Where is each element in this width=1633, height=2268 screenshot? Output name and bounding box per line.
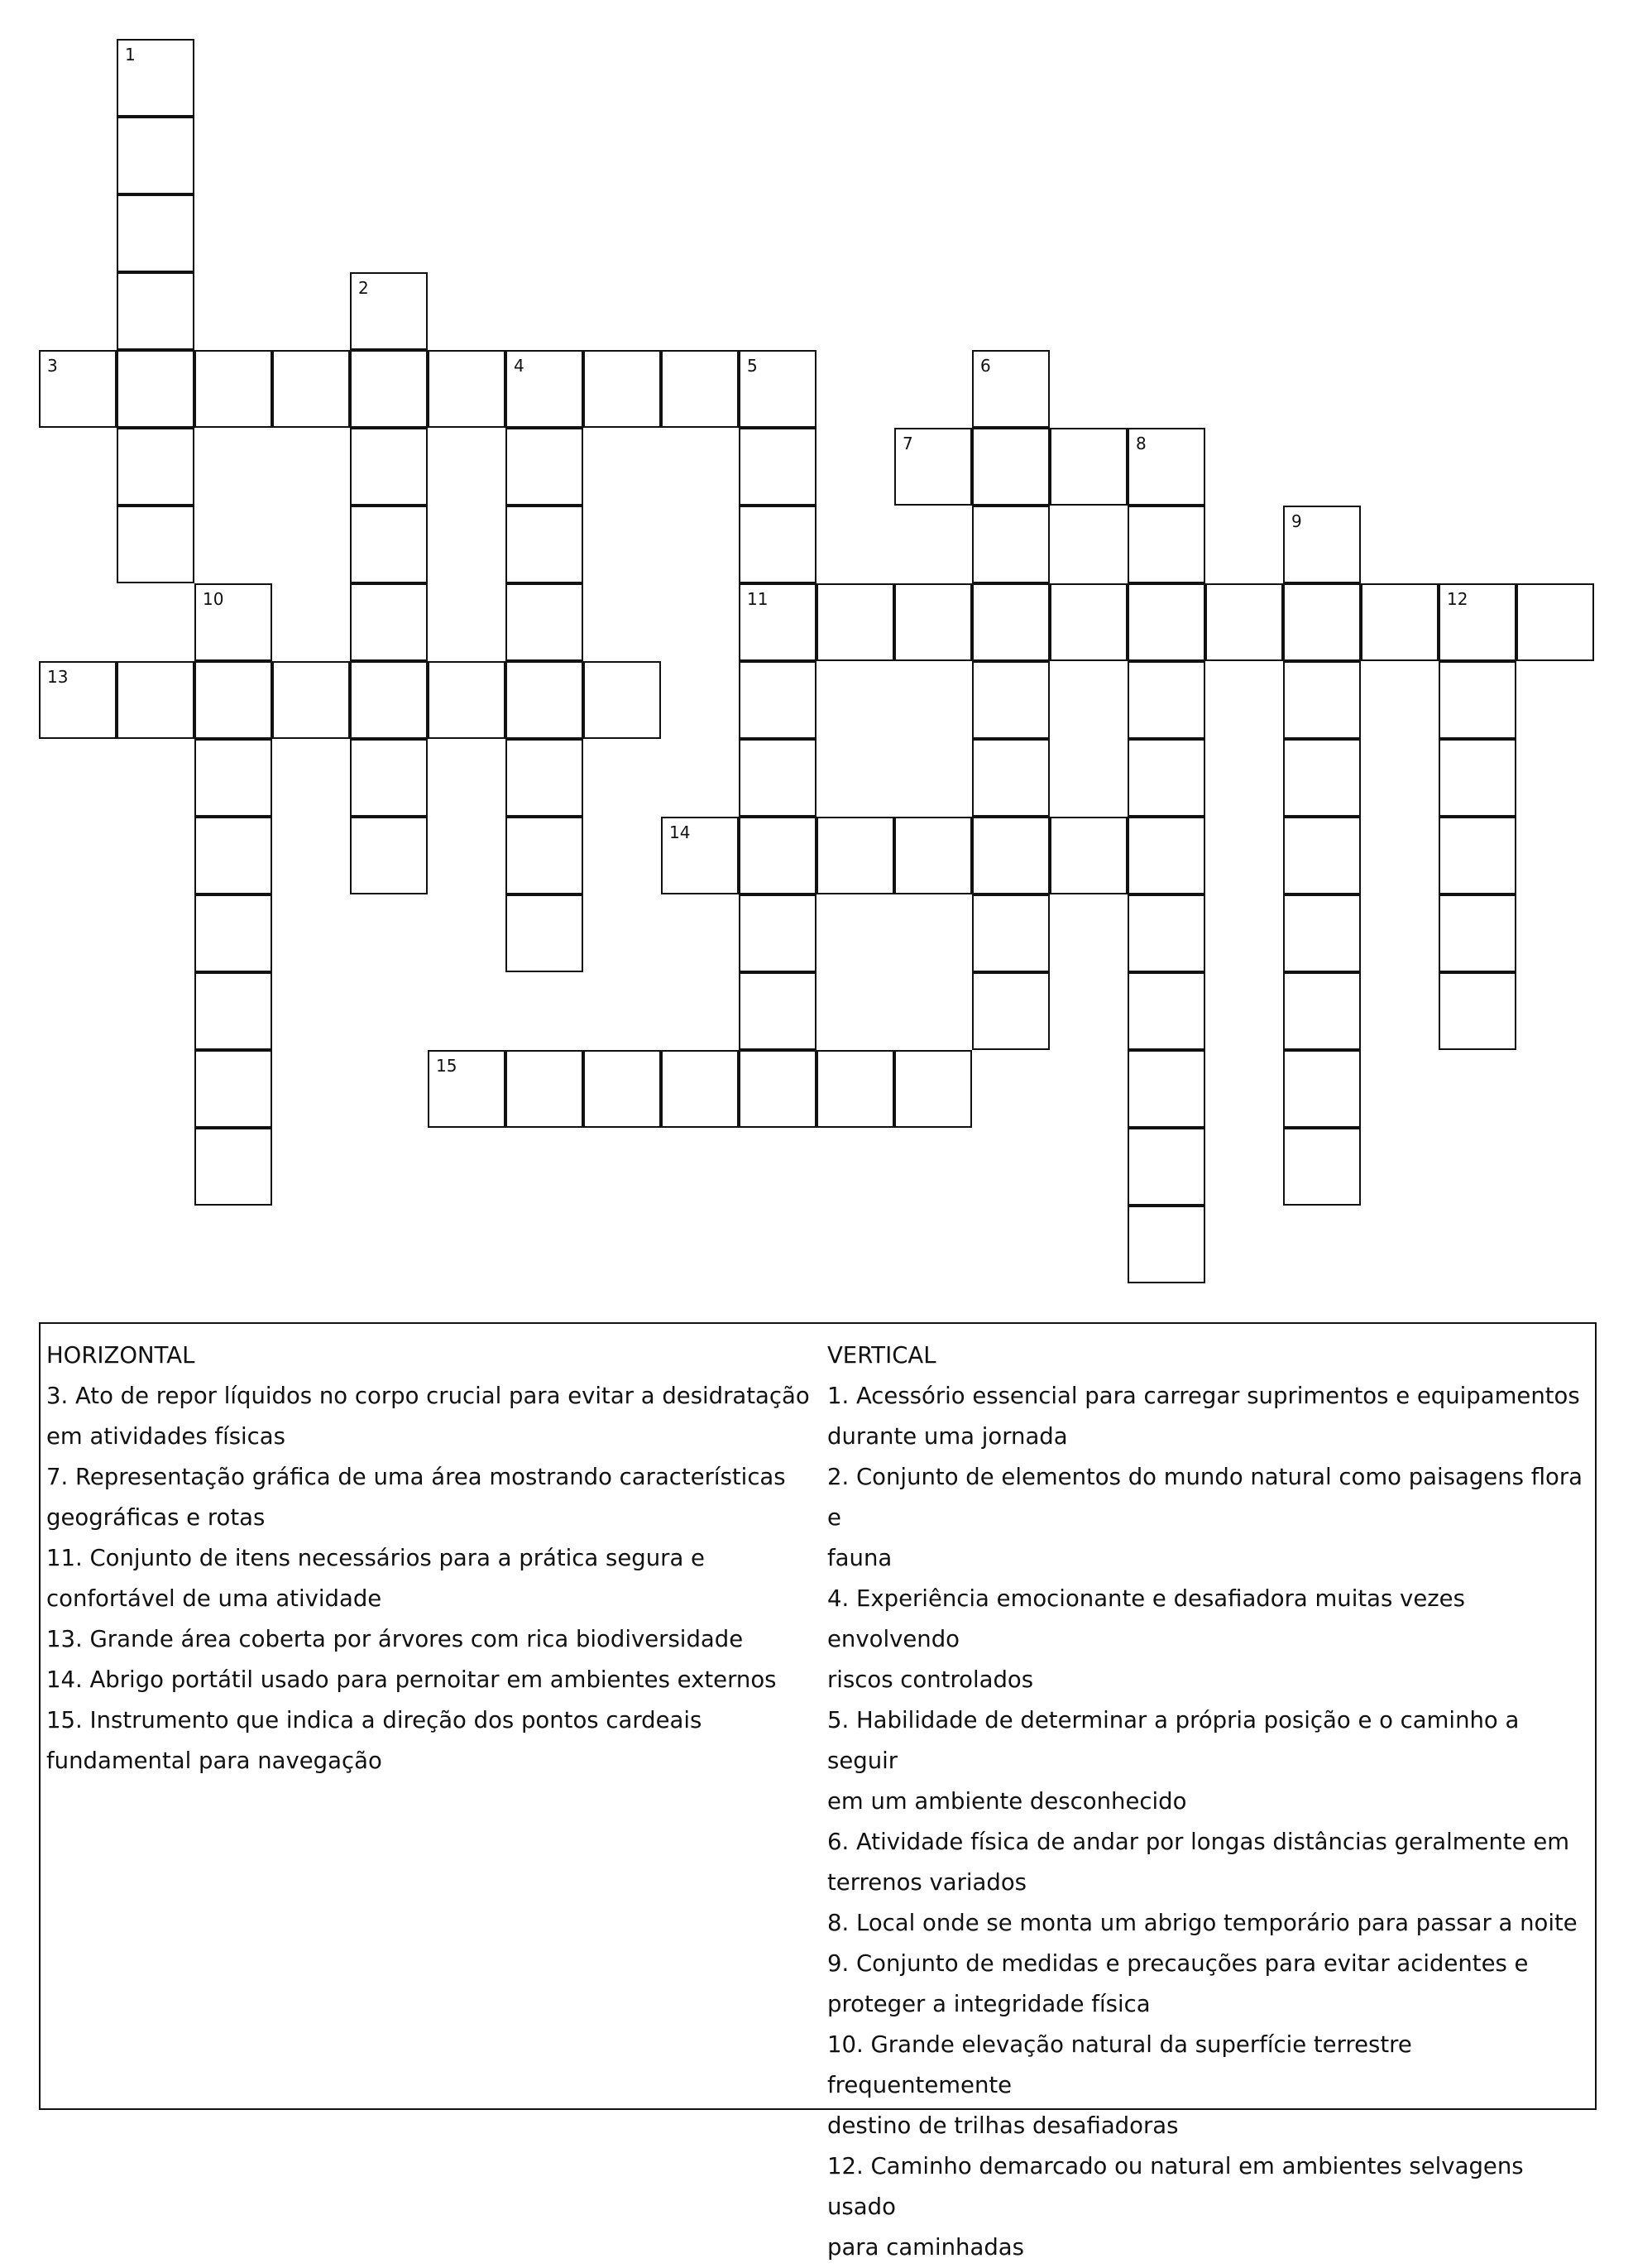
crossword-cell[interactable] xyxy=(350,506,428,583)
crossword-cell[interactable] xyxy=(739,817,816,894)
clue-number: 11 xyxy=(747,589,769,609)
crossword-cell[interactable] xyxy=(1439,583,1516,661)
crossword-cell[interactable] xyxy=(1283,1128,1361,1206)
clue-number: 13 xyxy=(47,667,69,687)
crossword-cell[interactable] xyxy=(1128,739,1205,817)
crossword-cell[interactable] xyxy=(272,350,350,428)
clue-line: 7. Representação gráfica de uma área mostrando características xyxy=(46,1464,786,1490)
crossword-cell[interactable] xyxy=(1283,817,1361,894)
clue-line: 1. Acessório essencial para carregar suprimentos e equipamentos xyxy=(827,1383,1580,1409)
crossword-cell[interactable] xyxy=(972,506,1050,583)
crossword-cell[interactable] xyxy=(428,661,505,739)
crossword-cell[interactable] xyxy=(1128,1128,1205,1206)
clue-line: destino de trilhas desafiadoras xyxy=(827,2112,1179,2139)
crossword-cell[interactable] xyxy=(194,1050,272,1128)
clue-line: 8. Local onde se monta um abrigo temporário para passar a noite xyxy=(827,1910,1578,1936)
crossword-cell[interactable] xyxy=(894,817,972,894)
crossword-cell[interactable] xyxy=(583,661,661,739)
crossword-cell[interactable] xyxy=(739,350,816,428)
crossword-cell[interactable] xyxy=(39,350,117,428)
crossword-cell[interactable] xyxy=(505,428,583,506)
clue-line: 10. Grande elevação natural da superfície terrestre frequentemente xyxy=(827,2031,1412,2098)
horizontal-heading: HORIZONTAL xyxy=(46,1342,195,1369)
clue-line: 4. Experiência emocionante e desafiadora muitas vezes envolvendo xyxy=(827,1585,1465,1652)
crossword-cell[interactable] xyxy=(350,661,428,739)
crossword-cell[interactable] xyxy=(1128,661,1205,739)
crossword-cell[interactable] xyxy=(117,350,194,428)
clue-line: 5. Habilidade de determinar a própria posição e o caminho a seguir xyxy=(827,1707,1520,1774)
crossword-cell[interactable] xyxy=(894,428,972,506)
clue-line: em um ambiente desconhecido xyxy=(827,1788,1187,1815)
crossword-cell[interactable] xyxy=(972,739,1050,817)
crossword-cell[interactable] xyxy=(1283,739,1361,817)
crossword-cell[interactable] xyxy=(428,350,505,428)
clue-line: para caminhadas xyxy=(827,2234,1024,2261)
clue-line: em atividades físicas xyxy=(46,1423,285,1450)
crossword-cell[interactable] xyxy=(117,117,194,194)
crossword-cell[interactable] xyxy=(661,817,739,894)
crossword-cell[interactable] xyxy=(117,661,194,739)
crossword-cell[interactable] xyxy=(350,739,428,817)
crossword-cell[interactable] xyxy=(194,972,272,1050)
clue-number: 9 xyxy=(1291,511,1302,531)
clue-number: 12 xyxy=(1447,589,1468,609)
clue-line: 14. Abrigo portátil usado para pernoitar em ambientes externos xyxy=(46,1666,777,1693)
crossword-cell[interactable] xyxy=(739,661,816,739)
crossword-cell[interactable] xyxy=(1128,428,1205,506)
clue-number: 5 xyxy=(747,356,758,376)
crossword-cell[interactable] xyxy=(117,194,194,272)
crossword-cell[interactable] xyxy=(816,583,894,661)
crossword-cell[interactable] xyxy=(661,350,739,428)
crossword-cell[interactable] xyxy=(1283,1050,1361,1128)
crossword-cell[interactable] xyxy=(194,1128,272,1206)
clue-line: proteger a integridade física xyxy=(827,1991,1151,2017)
crossword-cell[interactable] xyxy=(194,583,272,661)
crossword-cell[interactable] xyxy=(505,1050,583,1128)
clue-number: 6 xyxy=(980,356,991,376)
crossword-cell[interactable] xyxy=(1283,894,1361,972)
vertical-clues xyxy=(827,1335,1592,2268)
crossword-cell[interactable] xyxy=(39,661,117,739)
crossword-cell[interactable] xyxy=(583,350,661,428)
clue-number: 14 xyxy=(669,822,691,842)
clue-number: 4 xyxy=(514,356,524,376)
crossword-cell[interactable] xyxy=(1516,583,1594,661)
clue-line: 15. Instrumento que indica a direção dos pontos cardeais xyxy=(46,1707,702,1733)
crossword-cell[interactable] xyxy=(1128,1206,1205,1283)
crossword-cell[interactable] xyxy=(1439,972,1516,1050)
crossword-cell[interactable] xyxy=(194,894,272,972)
crossword-cell[interactable] xyxy=(350,272,428,350)
clue-number: 2 xyxy=(358,278,369,298)
crossword-cell[interactable] xyxy=(505,894,583,972)
clue-number: 7 xyxy=(903,434,913,453)
crossword-cell[interactable] xyxy=(1439,661,1516,739)
crossword-cell[interactable] xyxy=(972,350,1050,428)
crossword-cell[interactable] xyxy=(1439,817,1516,894)
crossword-cell[interactable] xyxy=(972,817,1050,894)
clue-line: riscos controlados xyxy=(827,1666,1034,1693)
crossword-cell[interactable] xyxy=(894,583,972,661)
crossword-cell[interactable] xyxy=(972,583,1050,661)
crossword-cell[interactable] xyxy=(117,506,194,583)
clue-line: fundamental para navegação xyxy=(46,1748,382,1774)
crossword-cell[interactable] xyxy=(350,583,428,661)
crossword-cell[interactable] xyxy=(350,350,428,428)
crossword-cell[interactable] xyxy=(1128,1050,1205,1128)
crossword-cell[interactable] xyxy=(972,428,1050,506)
crossword-cell[interactable] xyxy=(194,350,272,428)
crossword-cell[interactable] xyxy=(428,1050,505,1128)
clue-line: terrenos variados xyxy=(827,1869,1027,1896)
crossword-cell[interactable] xyxy=(117,428,194,506)
clue-line: durante uma jornada xyxy=(827,1423,1068,1450)
vertical-heading: VERTICAL xyxy=(827,1342,936,1369)
clue-line: fauna xyxy=(827,1545,893,1571)
crossword-cell[interactable] xyxy=(505,350,583,428)
crossword-cell[interactable] xyxy=(272,661,350,739)
crossword-cell[interactable] xyxy=(350,817,428,894)
crossword-cell[interactable] xyxy=(1283,506,1361,583)
crossword-cell[interactable] xyxy=(117,39,194,117)
crossword-cell[interactable] xyxy=(1128,972,1205,1050)
crossword-cell[interactable] xyxy=(972,894,1050,972)
crossword-cell[interactable] xyxy=(505,739,583,817)
clue-line: confortável de uma atividade xyxy=(46,1585,382,1612)
clue-line: 13. Grande área coberta por árvores com rica biodiversidade xyxy=(46,1626,744,1652)
clue-number: 1 xyxy=(125,45,136,65)
crossword-cell[interactable] xyxy=(816,1050,894,1128)
crossword-cell[interactable] xyxy=(1283,661,1361,739)
crossword-cell[interactable] xyxy=(894,1050,972,1128)
clue-line: geográficas e rotas xyxy=(46,1504,266,1531)
crossword-cell[interactable] xyxy=(972,972,1050,1050)
crossword-cell[interactable] xyxy=(1050,817,1128,894)
clue-line: 9. Conjunto de medidas e precauções para evitar acidentes e xyxy=(827,1950,1529,1977)
crossword-cell[interactable] xyxy=(505,506,583,583)
clue-number: 10 xyxy=(203,589,224,609)
crossword-cell[interactable] xyxy=(194,739,272,817)
crossword-cell[interactable] xyxy=(1050,428,1128,506)
crossword-cell[interactable] xyxy=(505,661,583,739)
crossword-cell[interactable] xyxy=(505,583,583,661)
crossword-cell[interactable] xyxy=(1439,739,1516,817)
crossword-cell[interactable] xyxy=(1128,817,1205,894)
crossword-cell[interactable] xyxy=(661,1050,739,1128)
crossword-cell[interactable] xyxy=(739,739,816,817)
crossword-cell[interactable] xyxy=(1050,583,1128,661)
clue-line: 2. Conjunto de elementos do mundo natural como paisagens flora e xyxy=(827,1464,1583,1531)
crossword-cell[interactable] xyxy=(194,817,272,894)
crossword-cell[interactable] xyxy=(972,661,1050,739)
crossword-cell[interactable] xyxy=(739,972,816,1050)
crossword-cell[interactable] xyxy=(505,817,583,894)
horizontal-clues xyxy=(46,1335,824,1781)
clue-number: 15 xyxy=(436,1056,457,1076)
crossword-cell[interactable] xyxy=(1128,506,1205,583)
crossword-cell[interactable] xyxy=(194,661,272,739)
crossword-cell[interactable] xyxy=(1439,894,1516,972)
crossword-cell[interactable] xyxy=(1283,583,1361,661)
crossword-cell[interactable] xyxy=(1128,894,1205,972)
crossword-cell[interactable] xyxy=(1283,972,1361,1050)
crossword-cell[interactable] xyxy=(739,506,816,583)
crossword-cell[interactable] xyxy=(739,1050,816,1128)
clue-line: 6. Atividade física de andar por longas distâncias geralmente em xyxy=(827,1829,1570,1855)
crossword-cell[interactable] xyxy=(739,583,816,661)
crossword-cell[interactable] xyxy=(739,428,816,506)
crossword-cell[interactable] xyxy=(583,1050,661,1128)
clues-box xyxy=(39,1322,1597,2261)
clue-line: 3. Ato de repor líquidos no corpo crucial para evitar a desidratação xyxy=(46,1383,810,1409)
clue-number: 3 xyxy=(47,356,58,376)
crossword-cell[interactable] xyxy=(739,894,816,972)
clue-line: 12. Caminho demarcado ou natural em ambientes selvagens usado xyxy=(827,2153,1524,2220)
crossword-cell[interactable] xyxy=(1361,583,1439,661)
crossword-cell[interactable] xyxy=(1205,583,1283,661)
clue-line: 11. Conjunto de itens necessários para a prática segura e xyxy=(46,1545,705,1571)
crossword-cell[interactable] xyxy=(117,272,194,350)
crossword-cell[interactable] xyxy=(816,817,894,894)
crossword-cell[interactable] xyxy=(1128,583,1205,661)
crossword-cell[interactable] xyxy=(350,428,428,506)
clue-number: 8 xyxy=(1136,434,1147,453)
